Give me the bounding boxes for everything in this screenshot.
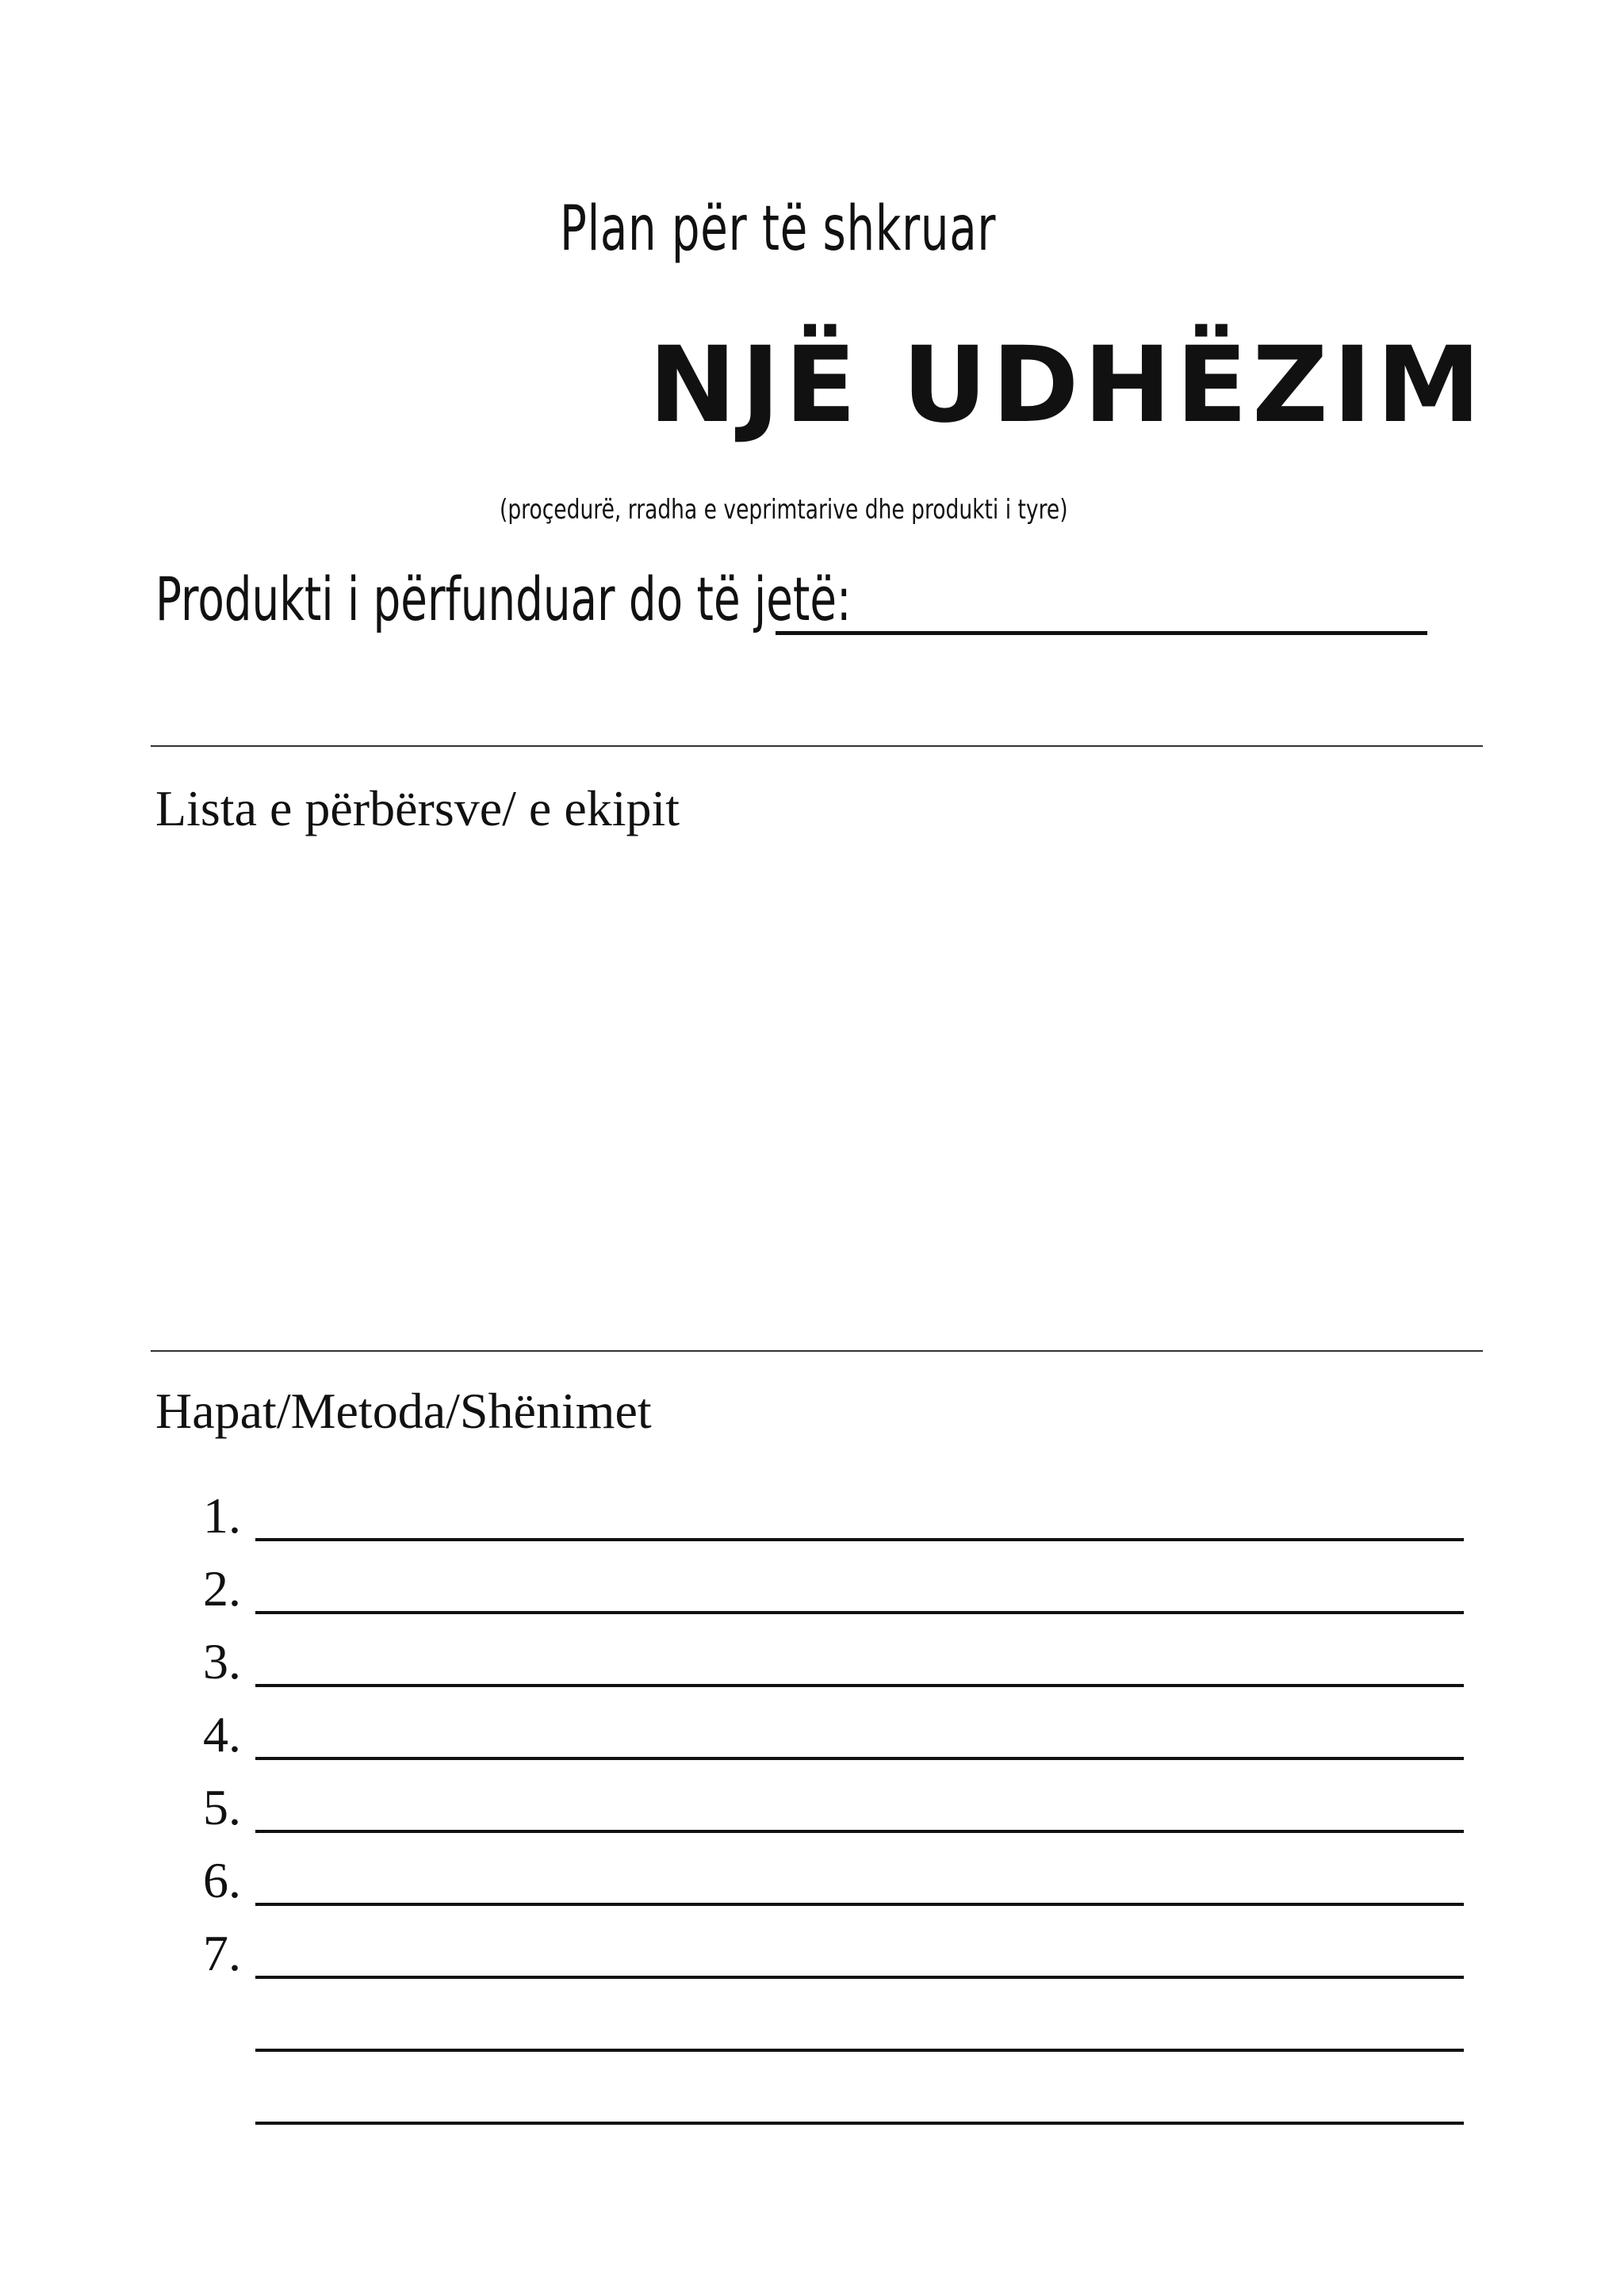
product-label: Produkti i përfunduar do të jetë: <box>155 564 852 634</box>
ingredients-heading: Lista e përbërsve/ e ekipit <box>155 780 680 836</box>
step-number: 2. <box>203 1560 241 1617</box>
step-number: 6. <box>203 1852 241 1908</box>
ingredients-writing-area[interactable] <box>155 856 1483 1332</box>
step-number: 4. <box>203 1706 241 1762</box>
step-number: 1. <box>203 1487 241 1544</box>
divider <box>151 1350 1483 1352</box>
step-number: 7. <box>203 1925 241 1981</box>
page-title: NJË UDHËZIM <box>649 324 1486 446</box>
step-answer-line[interactable] <box>255 1830 1464 1833</box>
step-answer-line[interactable] <box>255 1757 1464 1760</box>
step-answer-line[interactable] <box>255 1684 1464 1687</box>
steps-heading: Hapat/Metoda/Shënimet <box>155 1383 652 1439</box>
divider <box>151 745 1483 747</box>
step-answer-line[interactable] <box>255 1903 1464 1906</box>
step-answer-line[interactable] <box>255 1538 1464 1541</box>
subtitle: (proçedurë, rradha e veprimtarive dhe produkti i tyre) <box>500 494 1068 526</box>
product-answer-line[interactable] <box>776 631 1427 635</box>
step-number: 5. <box>203 1779 241 1835</box>
step-answer-line[interactable] <box>255 1976 1464 1979</box>
extra-answer-line[interactable] <box>255 2122 1464 2125</box>
pre-title: Plan për të shkruar <box>560 193 997 265</box>
extra-answer-line[interactable] <box>255 2049 1464 2052</box>
step-answer-line[interactable] <box>255 1611 1464 1614</box>
step-number: 3. <box>203 1633 241 1689</box>
